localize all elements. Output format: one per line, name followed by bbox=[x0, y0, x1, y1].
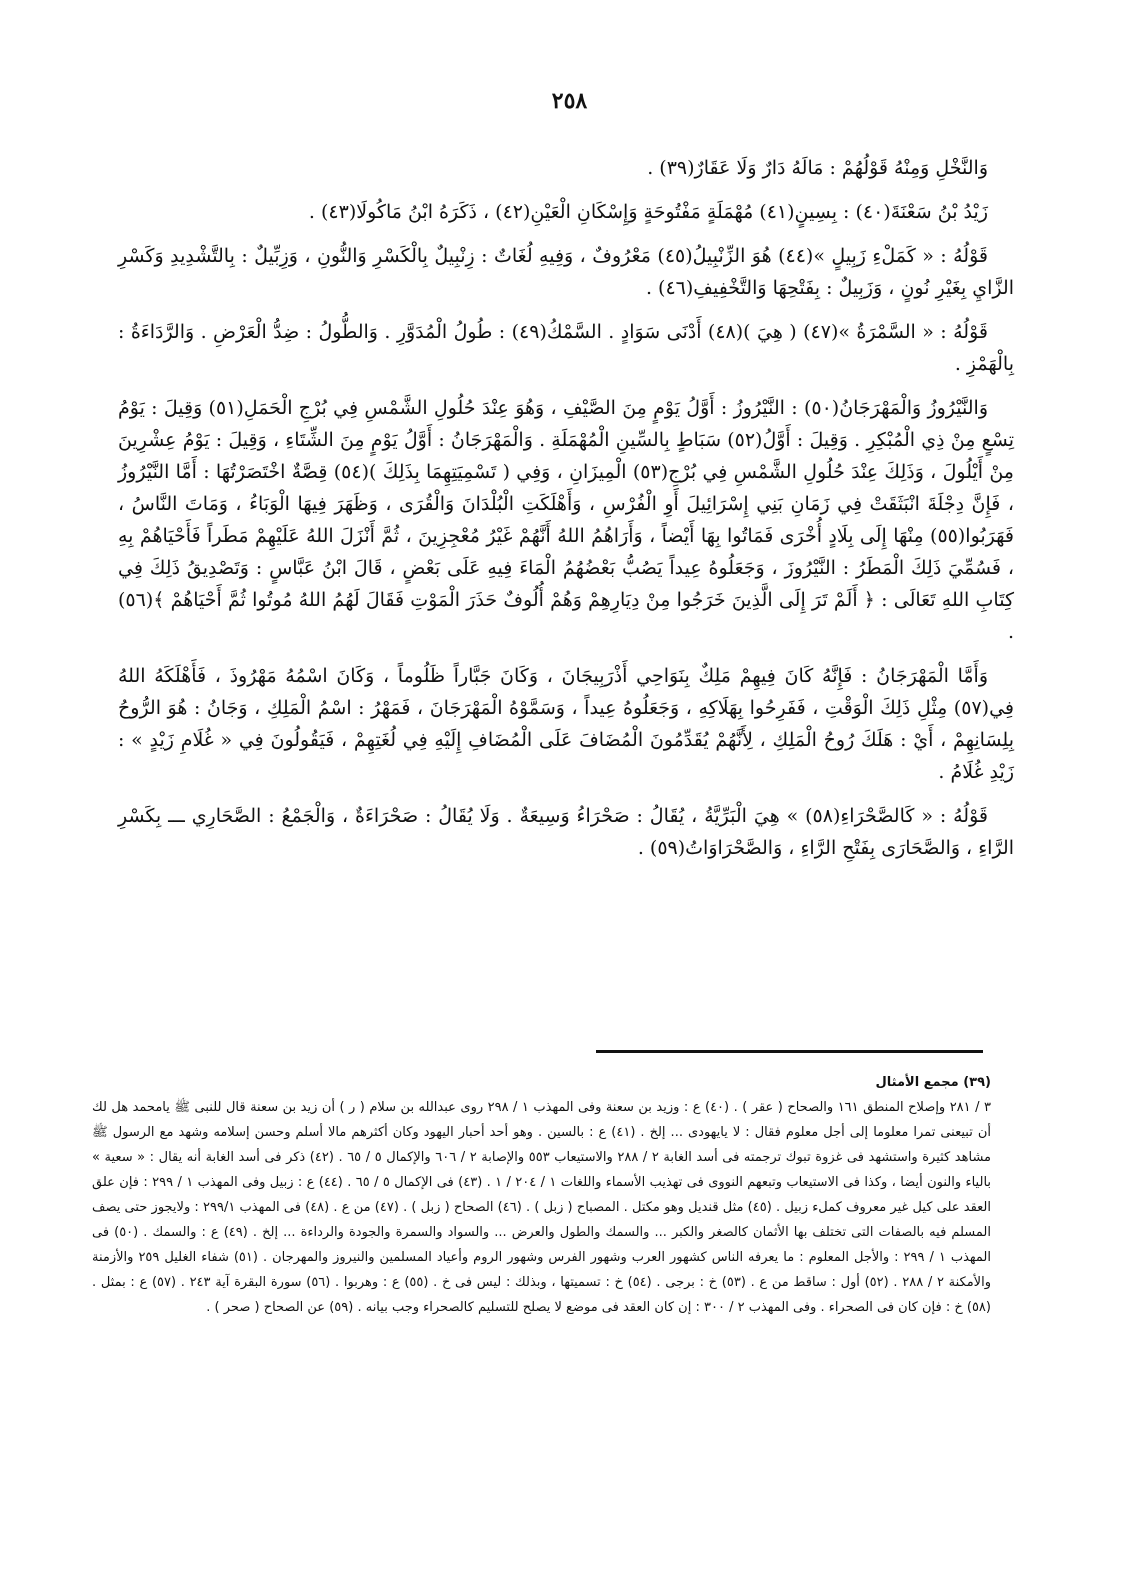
paragraph: وَأَمَّا الْمَهْرَجَانُ : فَإِنَّهُ كَانَ فِيهِمْ مَلِكٌ بِنَوَاحِي أَذْرَبِيجَانَ ، وَكَانَ جَبَّاراً ظَلُوماً ، وَكَانَ اسْمُهُ مَهْرُوذَ ، فَأَهْلَكَهُ اللهُ فِي(٥٧) مِثْلِ ذَلِكَ الْوَقْتِ ، فَفَرِحُوا بِهَلَاكِهِ ، وَجَعَلُوهُ عِيداً ، وَسَمَّوْهُ الْمَهْرَجَانَ ، فَمَهْرُ : اسْمُ الْمَلِكِ ، وَجَانُ : هُوَ الرُّوحُ بِلِسَانِهِمْ ، أَيْ : هَلَكَ رُوحُ الْمَلِكِ ، لِأَنَّهُمْ يُقَدِّمُونَ الْمُضَافَ عَلَى الْمُضَافِ إِلَيْهِ فِي لُغَتِهِمْ ، فَيَقُولُونَ فِي « غُلَامِ زَيْدٍ » : زَيْدِ غُلَامُ . bbox=[118, 665, 1014, 783]
footnote-text: ٣ / ٢٨١ وإصلاح المنطق ١٦١ والصحاح ( عقر ) . (٤٠) ع : وزيد بن سعنة وفى المهذب ١ / ٢٩٨ روى عبدالله بن سلام ( ر ) أن زيد بن سعنة قال للنبى ﷺ يامحمد هل لك أن تبيعنى تمرا معلوما إلى أجل معلوم فقال : لا يايهودى ... إلخ . (٤١) ع : بالسين . وهو أحد أحبار اليهود وكان أكثرهم مالا أسلم وحسن إسلامه وشهد مع الرسول ﷺ مشاهد كثيرة واستشهد فى غزوة تبوك ترجمته فى أسد الغابة ٢ / ٢٨٨ والاستيعاب ٥٥٣ والإصابة ٢ / ٦٠٦ والإكمال ٥ / ٦٥ . (٤٢) ذكر فى أسد الغابة أنه يقال : « سعية » بالياء والنون أيضا ، وكذا فى الاستيعاب وتبعهم النووى فى تهذيب الأسماء واللغات ١ / ٢٠٤ / ١ . (٤٣) فى الإكمال ٥ / ٦٥ . (٤٤) ع : زبيل وفى المهذب ١ / ٢٩٩ : فإن علق العقد على كيل غير معروف كملء زبيل . (٤٥) مثل قنديل وهو مكتل . المصباح ( زبل ) . (٤٦) الصحاح ( زبل ) . (٤٧) من ع . (٤٨) فى المهذب ٢٩٩/١ : ولايجوز حتى يصف المسلم فيه بالصفات التى تختلف بها الأثمان كالصغر والكبر ... والسمك والطول والعرض ... والسواد والسمرة والجودة والرداءة ... إلخ . (٤٩) ع : والسمك . (٥٠) فى المهذب ١ / ٢٩٩ : والأجل المعلوم : ما يعرفه الناس كشهور العرب وشهور الفرس وشهور الروم وأعياد المسلمين والنيروز والمهرجان . (٥١) شفاء الغليل ٢٥٩ والأزمنة والأمكنة ٢ / ٢٨٨ . (٥٢) أول : ساقط من ع . (٥٣) خ : برجى . (٥٤) خ : تسميتها ، وبذلك : ليس فى خ . (٥٥) ع : وهربوا . (٥٦) سورة البقرة آية ٢٤٣ . (٥٧) ع : بمثل . (٥٨) خ : فإن كان فى الصحراء . وفى المهذب ٢ / ٣٠٠ : إن كان العقد فى موضع لا يصلح للتسليم كالصحراء وجب بيانه . (٥٩) عن الصحاح ( صحر ) . bbox=[92, 1100, 992, 1315]
paragraph: وَالنَّخْلِ وَمِنْهُ قَوْلُهُمْ : مَالَهُ دَارٌ وَلَا عَقَارٌ(٣٩) . bbox=[647, 157, 988, 179]
paragraph: قَوْلُهُ : « السَّمْرَةُ »(٤٧) ( هِيَ )(٤٨) أَدْنَى سَوَادٍ . السَّمْكُ(٤٩) : طُولُ الْمُدَوَّرِ . وَالطُّولُ : ضِدُّ الْعَرْضِ . وَالرَّدَاءَةُ : بِالْهَمْزِ . bbox=[118, 321, 1014, 375]
paragraph: وَالنَّيْرُوزُ وَالْمَهْرَجَانُ(٥٠) : النَّيْرُوزُ : أَوَّلُ يَوْمٍ مِنَ الصَّيْفِ ، وَهُوَ عِنْدَ حُلُولِ الشَّمْسِ فِي بُرْجِ الْحَمَلِ(٥١) وَقِيلَ : يَوْمُ تِسْعٍ مِنْ ذِي الْمُبْكِرِ . وَقِيلَ : أَوَّلُ(٥٢) سَبَاطٍ بِالسِّينِ الْمُهْمَلَةِ . وَالْمَهْرَجَانُ : أَوَّلُ يَوْمٍ مِنَ الشِّتَاءِ ، وَقِيلَ : يَوْمُ عِشْرِينَ مِنْ أَيْلُولَ ، وَذَلِكَ عِنْدَ حُلُولِ الشَّمْسِ فِي بُرْجِ(٥٣) الْمِيزَانِ ، وَفِي ( تَسْمِيَتِهِمَا بِذَلِكَ )(٥٤) قِصَّةٌ اخْتَصَرْتُهَا : أَمَّا النَّيْرُوزُ ، فَإِنَّ دِجْلَةَ انْبَثَقَتْ فِي زَمَانِ بَنِي إِسْرَائِيلَ أَوِ الْفُرْسِ ، وَأَهْلَكَتِ الْبُلْدَانَ وَالْقُرَى ، وَظَهَرَ فِيهَا الْوَبَاءُ ، وَمَاتَ النَّاسُ ، فَهَرَبُوا(٥٥) مِنْهَا إِلَى بِلَادٍ أُخْرَى فَمَاتُوا بِهَا أَيْضاً ، وَأَرَاهُمُ اللهُ أَنَّهُمْ غَيْرُ مُعْجِزِينَ ، ثُمَّ أَنْزَلَ اللهُ عَلَيْهِمْ مَطَراً فَأَحْيَاهُمْ بِهِ ، فَسُمِّيَ ذَلِكَ الْمَطَرُ : النَّيْرُوزَ ، وَجَعَلُوهُ عِيداً يَصُبُّ بَعْضُهُمُ الْمَاءَ فِيهِ عَلَى بَعْضٍ ، قَالَ ابْنُ عَبَّاسٍ : وَتَصْدِيقُ ذَلِكَ فِي كِتَابِ اللهِ تَعَالَى : ﴿ أَلَمْ تَرَ إِلَى الَّذِينَ خَرَجُوا مِنْ دِيَارِهِمْ وَهُمْ أُلُوفٌ حَذَرَ الْمَوْتِ فَقَالَ لَهُمُ اللهُ مُوتُوا ثُمَّ أَحْيَاهُمْ ﴾(٥٦) . bbox=[118, 397, 1015, 643]
paragraph: زَيْدُ بْنُ سَعْنَةَ(٤٠) : بِسِينٍ(٤١) مُهْمَلَةٍ مَفْتُوحَةٍ وَإِسْكَانِ الْعَيْنِ(٤٢) ، ذَكَرَهُ ابْنُ مَاكُولَا(٤٣) . bbox=[308, 201, 988, 223]
paragraph: قَوْلُهُ : « كَالصَّحْرَاءِ(٥٨) » هِيَ الْبَرِّيَّةُ ، يُقَالُ : صَحْرَاءُ وَسِيعَةٌ . وَلَا يُقَالُ : صَحْرَاءَةٌ ، وَالْجَمْعُ : الصَّحَارِي ـــ بِكَسْرِ الرَّاءِ ، وَالصَّحَارَى بِفَتْحِ الرَّاءِ ، وَالصَّحْرَاوَاتُ(٥٩) . bbox=[118, 805, 1014, 859]
main-text bbox=[118, 152, 1014, 876]
footnotes bbox=[92, 1070, 991, 1320]
paragraph: قَوْلُهُ : « كَمَلْءِ زَبِيلٍ »(٤٤) هُوَ الزِّنْبِيلُ(٤٥) مَعْرُوفٌ ، وَفِيهِ لُغَاتٌ : زِنْبِيلٌ بِالْكَسْرِ وَالنُّونِ ، وَزِبِّيلٌ : بِالتَّشْدِيدِ وَكَسْرِ الزَّايِ بِغَيْرِ نُونٍ ، وَزَبِيلٌ : بِفَتْحِهَا وَالتَّخْفِيفِ(٤٦) . bbox=[118, 245, 1014, 299]
footnote-heading: (٣٩) مجمع الأمثال bbox=[875, 1075, 991, 1090]
footnote-separator bbox=[596, 1050, 983, 1053]
page-number: ٢٥٨ bbox=[551, 88, 588, 114]
